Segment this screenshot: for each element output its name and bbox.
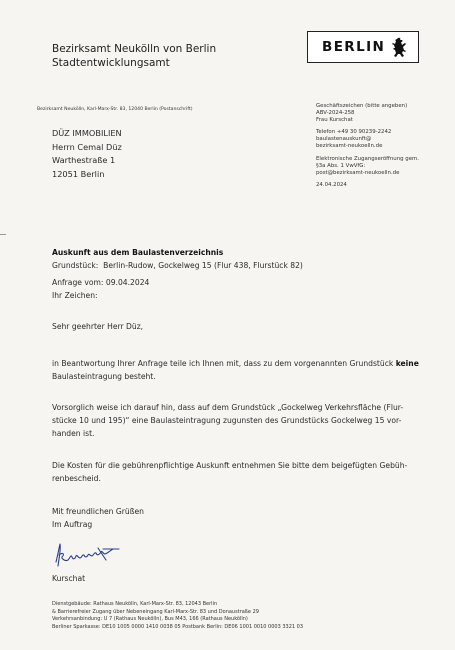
footer-bank: Berliner Sparkasse: DE10 1005 0000 1410 0038 05 Postbank Berlin: DE06 1001 0010 0003 3321 03: [52, 623, 304, 630]
paragraph-1-text: in Beantwortung Ihrer Anfrage teile ich Ihnen mit, dass zu dem vorgenannten Grundstück: [52, 359, 396, 368]
recipient-address: [52, 127, 122, 182]
phone-number: Telefon +49 30 90239-2242: [316, 129, 392, 136]
subject-title: Auskunft aus dem Baulastenverzeichnis: [52, 248, 224, 257]
electronic-access-3: post@bezirksamt-neukoelln.de: [316, 169, 400, 176]
footer-accessibility: & Barrierefreier Zugang über Nebeneingang Karl-Marx-Str. 83 und Donaustraße 29: [52, 608, 259, 615]
handwritten-signature: [53, 540, 123, 570]
paragraph-3-line-1: Die Kosten für die gebührenpflichtige Auskunft entnehmen Sie bitte dem beigefügten Gebüh-: [52, 461, 408, 470]
recipient-person: Herrn Cemal Düz: [52, 141, 122, 152]
closing-block: [52, 505, 422, 531]
paragraph-2-line-3: handen ist.: [52, 429, 95, 438]
paragraph-3-line-2: renbescheid.: [52, 474, 101, 483]
email-line-1: baulastenauskunft@: [316, 136, 372, 143]
footer: [52, 601, 303, 631]
paragraph-1: [52, 357, 422, 383]
info-block: [316, 103, 419, 189]
fold-mark: [0, 234, 6, 235]
berlin-bear-icon: [391, 37, 407, 58]
recipient-street: Warthestraße 1: [52, 155, 116, 166]
plot-value: Berlin-Rudow, Gockelweg 15 (Flur 438, Flurstück 82): [103, 261, 303, 270]
logo-wordmark: BERLIN: [322, 39, 386, 55]
footer-transport: Verkehrsanbindung: U 7 (Rathaus Neukölln), Bus M43, 166 (Rathaus Neukölln): [52, 616, 248, 623]
email-line-2: bezirksamt-neukoelln.de: [316, 143, 383, 150]
salutation: Sehr geehrter Herr Düz,: [52, 322, 144, 331]
paragraph-1-emphasis: keine: [395, 359, 419, 368]
subject-block: [52, 246, 303, 302]
authority-line-2: Stadtentwicklungsamt: [52, 57, 170, 69]
reference-value: ABV-2024-258: [316, 110, 355, 117]
footer-building: Dienstgebäude: Rathaus Neukölln, Karl-Marx-Str. 83, 12043 Berlin: [52, 601, 218, 607]
recipient-company: DÜZ IMMOBILIEN: [52, 128, 122, 138]
signer-name: Kurschat: [52, 574, 86, 583]
authority-line-1: Bezirksamt Neukölln von Berlin: [52, 43, 217, 55]
recipient-city: 12051 Berlin: [52, 169, 105, 180]
your-reference: Ihr Zeichen:: [52, 291, 98, 300]
plot-label: Grundstück:: [52, 261, 99, 270]
electronic-access-1: Elektronische Zugangseröffnung gem.: [316, 155, 419, 162]
electronic-access-2: §3a Abs. 1 VwVfG:: [316, 162, 366, 169]
request-date: Anfrage vom: 09.04.2024: [52, 278, 150, 287]
paragraph-3: [52, 459, 422, 485]
sender-line: Bezirksamt Neukölln, Karl-Marx-Str. 83, 12040 Berlin (Postanschrift): [37, 107, 193, 112]
plot-line: [52, 259, 303, 272]
paragraph-2: [52, 401, 422, 440]
closing-greeting: Mit freundlichen Grüßen: [52, 507, 144, 516]
paragraph-2-line-2: stücke 10 und 195)“ eine Baulasteintragung zugunsten des Grundstücks Gockelweg 15 vor-: [52, 416, 402, 425]
letter-date: 24.04.2024: [316, 181, 347, 188]
paragraph-1-line-2: Baulasteintragung besteht.: [52, 372, 156, 381]
closing-mandate: Im Auftrag: [52, 520, 93, 529]
paragraph-2-line-1: Vorsorglich weise ich darauf hin, dass auf dem Grundstück „Gockelweg Verkehrsfläche (Flur-: [52, 403, 404, 412]
reference-label: Geschäftszeichen (bitte angeben): [316, 103, 408, 109]
contact-name: Frau Kurschat: [316, 117, 353, 124]
berlin-logo: [307, 31, 419, 63]
authority-name: [52, 42, 216, 70]
